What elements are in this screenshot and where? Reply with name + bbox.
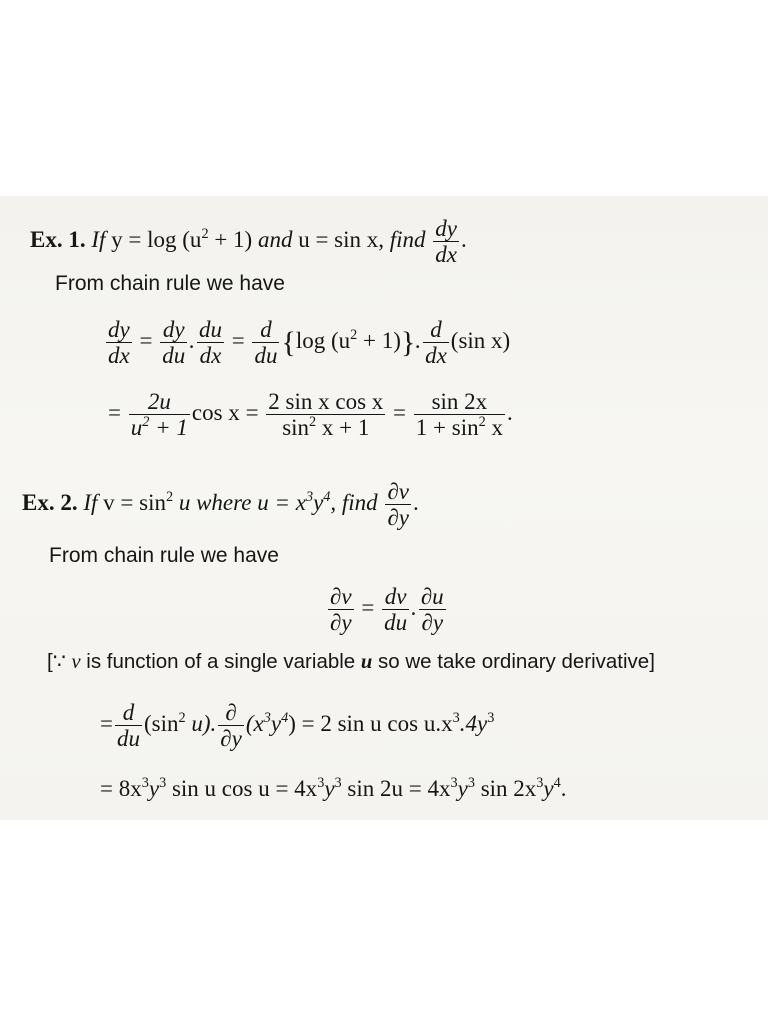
- frac-dy-du: $\frac{dy}{du}$: [162, 317, 186, 369]
- ex2-eq2: $u = x^3y^4$,: [257, 489, 337, 516]
- frac-d-dx: $\frac{d}{dx}$: [425, 317, 447, 369]
- ex2-statement: Ex. 2. If $v = \sin^2 u$ where $u = x^3y^4$, find $\frac{\partial v}{\partial y}$ .: [22, 479, 419, 531]
- ex1-derivation-line-1: $\frac{dy}{dx}$ = $\frac{dy}{du}$ . $\frac{du}{dx}$ = $\frac{d}{du}$ {log $(u^2 + 1)$}. $\frac{d}{dx}$ (sin x): [108, 317, 511, 369]
- ex2-find: find: [341, 490, 378, 516]
- chain-rule-text-2: From chain rule we have: [49, 544, 279, 567]
- ex2-chain-equation: $\frac{\partial v}{\partial y}$ = $\frac{dv}{du}$ . $\frac{\partial u}{\partial y}$: [330, 584, 444, 636]
- ex2-if: If: [83, 490, 98, 516]
- ex1-dydx-fraction: $\frac{dy}{dx}$: [435, 216, 458, 268]
- frac-dy-dx: $\frac{dy}{dx}$: [108, 317, 130, 369]
- ex1-eq2: u = sin x,: [298, 227, 385, 253]
- ex1-and: and: [257, 227, 293, 253]
- frac-d-du: $\frac{d}{du}$: [254, 317, 278, 369]
- ex2-derivation-line-2: = $8x^3y^3$ sin u $\cos u = 4x^3y^3$ $\sin 2u = 4x^3y^3$ $\sin 2x^3y^4$.: [100, 775, 567, 801]
- ex2-label: Ex. 2.: [22, 490, 78, 516]
- frac-sin2x: $\frac{\sin 2x}{1 + \sin^2 x}$: [415, 389, 503, 441]
- ordinary-derivative-note: [∵ v is function of a single variable u so we take ordinary derivative]: [47, 650, 655, 673]
- frac-dv-dy-partial: $\frac{\partial v}{\partial y}$: [330, 584, 352, 636]
- ex2-derivation-line-1: = $\frac{d}{du}$ ($\sin^2$ u). $\frac{\partial}{\partial y}$ $(x^3y^4) = 2$ sin u $\cos u.x^3.4y^3$: [100, 700, 495, 752]
- frac-2sinxcosx: $\frac{\text{2 sin x cos x}}{\sin^2 x + 1}$: [268, 389, 384, 441]
- chain-rule-text-1: From chain rule we have: [55, 272, 285, 295]
- frac-d-du-2: $\frac{d}{du}$: [116, 700, 140, 752]
- ex1-find: find: [389, 227, 426, 253]
- ex2-where: where: [196, 490, 252, 516]
- ex2-eq1: $v = \sin^2 u$: [103, 489, 191, 516]
- ex1-if: If: [91, 227, 106, 253]
- ex1-label: Ex. 1.: [30, 227, 86, 253]
- ex1-statement: Ex. 1. If $y = \log (u^2 + 1)$ and u = sin x, find $\frac{dy}{dx}$ .: [30, 216, 467, 268]
- ex1-derivation-line-2: = $\frac{2u}{u^2 + 1}$ cos x = $\frac{\text{2 sin x cos x}}{\sin^2 x + 1}$ = $\frac{\sin 2x}{1 + \sin^2 x}$ .: [108, 389, 513, 441]
- frac-2u-over-u2plus1: $\frac{2u}{u^2 + 1}$: [130, 389, 188, 441]
- frac-dv-du: $\frac{dv}{du}$: [384, 584, 408, 636]
- ex2-dvdy-fraction: $\frac{\partial v}{\partial y}$: [387, 479, 410, 531]
- frac-du-dx: $\frac{du}{dx}$: [198, 317, 222, 369]
- frac-du-dy-partial: $\frac{\partial u}{\partial y}$: [420, 584, 444, 636]
- log-expression: $\log (u^2 + 1)$: [295, 327, 401, 354]
- ex1-eq1: $y = \log (u^2 + 1)$: [111, 226, 253, 253]
- frac-partial-dy: $\frac{\partial}{\partial y}$: [220, 700, 242, 752]
